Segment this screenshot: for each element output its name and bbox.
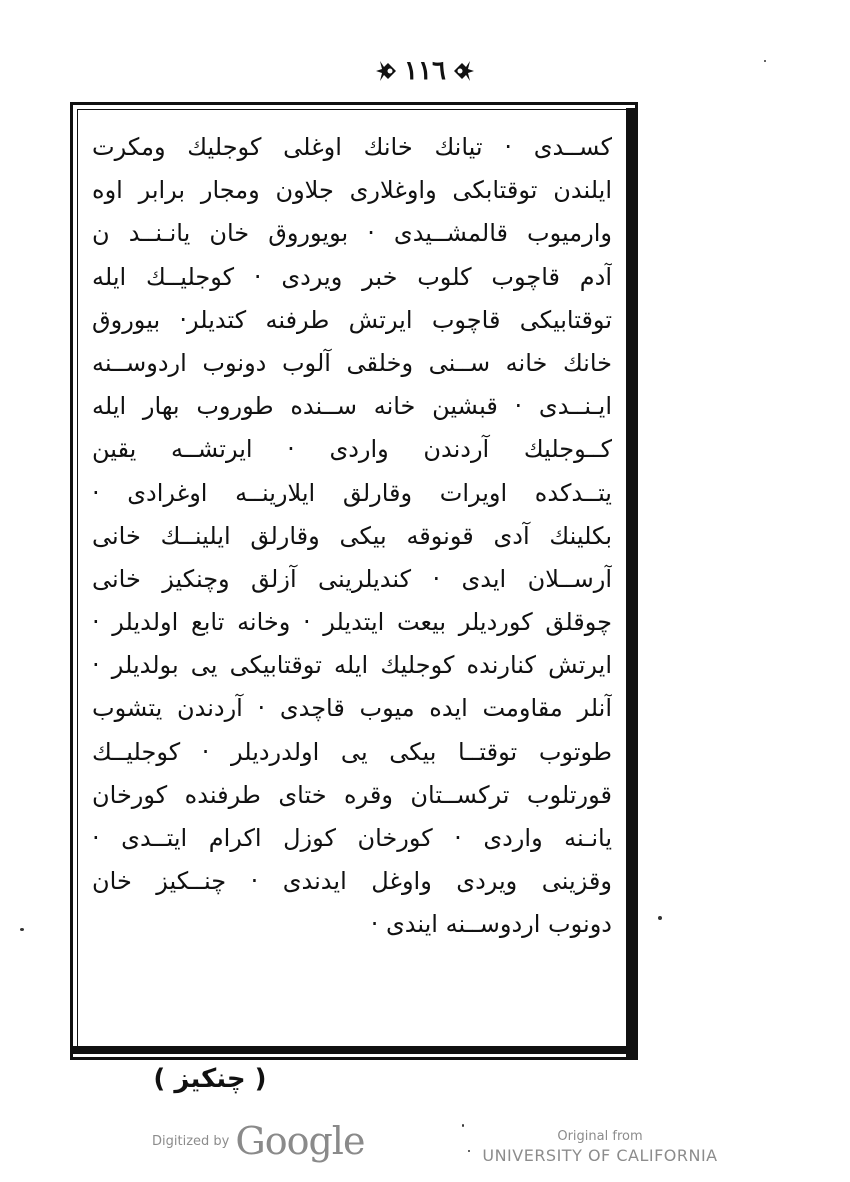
digitized-by — [152, 1119, 365, 1163]
catchword: ( چنكيز ) — [153, 1064, 267, 1094]
ornament-left-icon — [376, 57, 398, 85]
page-header — [0, 56, 850, 96]
text-line: خانك خانه ســنى وخلقى آلوب دونوب اردوســنه — [92, 348, 612, 377]
frame-rule-bottom — [72, 1046, 634, 1054]
text-line: آدم قاچوب كلوب خبر ويردى · كوجليــك ايله — [92, 262, 612, 291]
text-line: چوقلق كورديلر بيعت ايتديلر · وخانه تابع اولديلر · — [92, 608, 612, 637]
body-text — [92, 126, 612, 1036]
text-line: ايرتش كنارنده كوجليك ايله توقتابيكى يى بولديلر · — [92, 651, 612, 680]
page-number: ١١٦ — [404, 56, 446, 86]
text-line: قورتلوب تركســتان وقره ختاى طرفنده كورخان — [92, 780, 612, 809]
text-line: آنلر مقاومت ايده ميوب قاچدى · آردندن يتشوب — [92, 694, 612, 723]
text-line: ايلندن توقتابكى واوغلارى جلاون ومجار برابر اوه — [92, 176, 612, 205]
page-number-ornament — [376, 56, 474, 86]
digitized-label: Digitized by — [152, 1133, 230, 1149]
text-line: دونوب اردوســنه ايندى · — [370, 910, 612, 939]
google-logo: Google — [235, 1119, 365, 1163]
text-line: ايـنــدى · قبشين خانه ســنده طوروب بهار ايله — [92, 392, 612, 421]
text-line: يانـنه واردى · كورخان كوزل اكرام ايتــدى · — [92, 824, 612, 852]
text-line: طوتوب توقتــا بيكى يى اولدرديلر · كوجليــك — [92, 737, 612, 766]
text-line: كســدى · تيانك خانك اوغلى كوجليك ومكرت — [92, 133, 612, 161]
text-line: توقتابيكى قاچوب ايرتش طرفنه كتديلر· بيوروق — [92, 305, 612, 334]
text-line: آرســلان ايدى · كنديلرينى آزلق وچنكيز خانى — [92, 564, 612, 593]
scan-speck — [468, 1150, 470, 1152]
scan-speck — [658, 916, 662, 920]
source-institution: UNIVERSITY OF CALIFORNIA — [482, 1146, 718, 1165]
scan-speck — [20, 928, 24, 931]
text-line: وارميوب قالمشــيدى · بويوروق خان يانـنــد ن — [92, 219, 612, 248]
text-line: وقزينى ويردى واوغل ايدندى · چنــكيز خان — [92, 867, 612, 896]
source-attribution — [470, 1128, 730, 1166]
frame-rule-right — [626, 108, 635, 1058]
ornament-right-icon — [452, 57, 474, 85]
text-line: يتــدكده اويرات وقارلق ايلارينــه اوغرادى · — [92, 478, 612, 507]
scan-speck — [462, 1124, 464, 1127]
scan-speck — [764, 60, 766, 62]
text-line: بكلينك آدى قونوقه بيكى وقارلق ايلينــك خانى — [92, 521, 612, 550]
text-line: كــوجليك آردندن واردى · ايرتشــه يقين — [92, 435, 612, 464]
source-label: Original from — [557, 1129, 643, 1144]
